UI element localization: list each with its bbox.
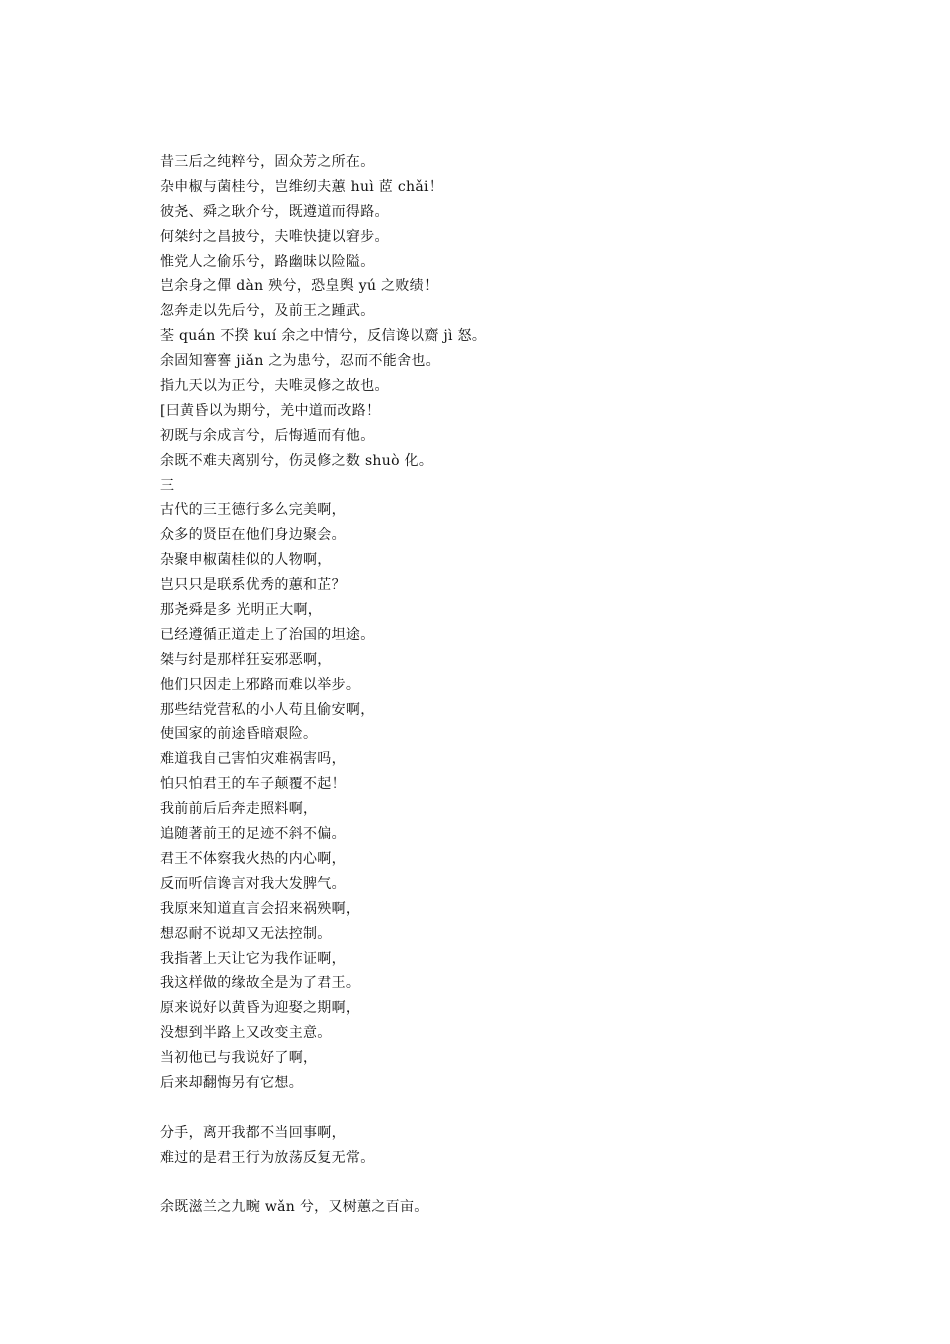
text-line: 分手，离开我都不当回事啊，	[160, 1124, 346, 1141]
text-line: 我前前后后奔走照料啊，	[160, 801, 318, 818]
text-line: 古代的三王德行多么完美啊，	[160, 502, 346, 519]
text-line: 桀与纣是那样狂妄邪恶啊，	[160, 651, 332, 668]
text-line: 君王不体察我火热的内心啊，	[160, 850, 346, 867]
text-line: 原来说好以黄昏为迎娶之期啊，	[160, 1000, 361, 1017]
text-line: 余既滋兰之九畹 wǎn 兮，又树蕙之百亩。	[160, 1199, 429, 1216]
text-line: 何桀纣之昌披兮，夫唯快捷以窘步。	[160, 228, 389, 245]
text-line: 指九天以为正兮，夫唯灵修之故也。	[160, 378, 389, 395]
text-line: 杂申椒与菌桂兮，岂维纫夫蕙 huì 茝 chǎi！	[160, 178, 444, 195]
poem-text-block	[160, 150, 900, 1220]
text-line: 没想到半路上又改变主意。	[160, 1025, 332, 1042]
text-line: 反而听信谗言对我大发脾气。	[160, 875, 346, 892]
text-line: 难道我自己害怕灾难祸害吗，	[160, 751, 346, 768]
text-line: 杂聚申椒菌桂似的人物啊，	[160, 552, 332, 569]
text-line: 众多的贤臣在他们身边聚会。	[160, 527, 346, 544]
text-line: 忽奔走以先后兮，及前王之踵武。	[160, 303, 375, 320]
blank-line	[160, 1171, 900, 1196]
text-line: 我指著上天让它为我作证啊，	[160, 950, 346, 967]
text-line: 当初他已与我说好了啊，	[160, 1050, 318, 1067]
text-line: [曰黄昏以为期兮，羌中道而改路！	[160, 402, 381, 419]
text-line: 他们只因走上邪路而难以举步。	[160, 676, 361, 693]
section-number: 三	[160, 477, 175, 494]
text-line: 怕只怕君王的车子颠覆不起！	[160, 776, 346, 793]
text-line: 那尧舜是多 光明正大啊，	[160, 602, 323, 619]
text-line: 已经遵循正道走上了治国的坦途。	[160, 626, 375, 643]
text-line: 那些结党营私的小人苟且偷安啊，	[160, 701, 375, 718]
text-line: 我原来知道直言会招来祸殃啊，	[160, 900, 361, 917]
text-line: 难过的是君王行为放荡反复无常。	[160, 1149, 375, 1166]
text-line: 追随著前王的足迹不斜不偏。	[160, 826, 346, 843]
text-line: 使国家的前途昏暗艰险。	[160, 726, 318, 743]
text-line: 岂余身之僤 dàn 殃兮，恐皇舆 yú 之败绩！	[160, 278, 439, 295]
text-line: 后来却翻悔另有它想。	[160, 1074, 303, 1091]
text-line: 岂只只是联系优秀的蕙和芷？	[160, 577, 346, 594]
text-line: 荃 quán 不揆 kuí 余之中情兮，反信谗以齌 jì 怒。	[160, 328, 487, 345]
text-line: 想忍耐不说却又无法控制。	[160, 925, 332, 942]
text-line: 惟党人之偷乐兮，路幽昧以险隘。	[160, 253, 375, 270]
blank-line	[160, 1096, 900, 1121]
text-line: 昔三后之纯粹兮，固众芳之所在。	[160, 154, 375, 170]
text-line: 余固知謇謇 jiǎn 之为患兮，忍而不能舍也。	[160, 353, 440, 370]
text-line: 初既与余成言兮，后悔遁而有他。	[160, 427, 375, 444]
text-line: 我这样做的缘故全是为了君王。	[160, 975, 361, 992]
text-line: 彼尧、舜之耿介兮，既遵道而得路。	[160, 203, 389, 220]
text-line: 余既不难夫离别兮，伤灵修之数 shuò 化。	[160, 452, 434, 469]
